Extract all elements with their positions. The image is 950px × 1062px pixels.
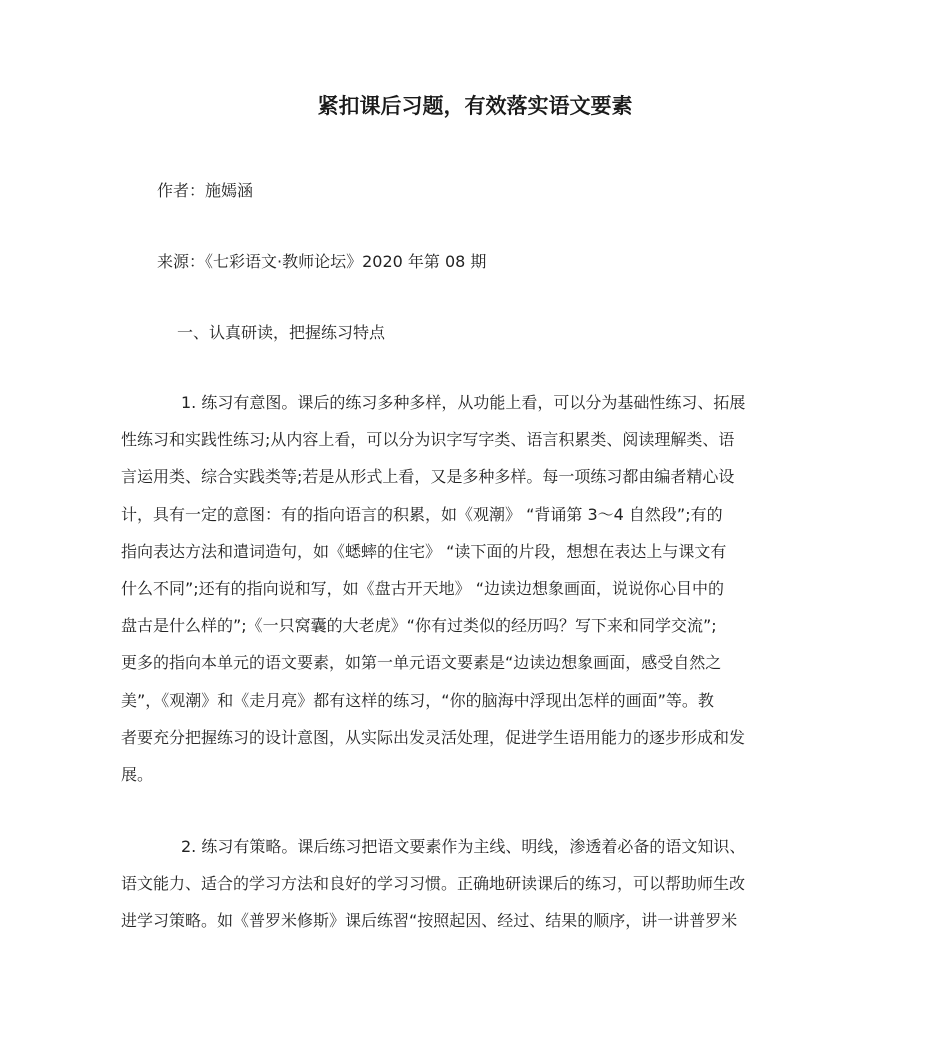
paragraph-line: 者要充分把握练习的设计意图，从实际出发灵活处理，促进学生语用能力的逐步形成和发 (121, 727, 746, 747)
paragraph-line: 盘古是什么样的”;《一只窝囊的大老虎》“你有过类似的经历吗？写下来和同学交流”; (121, 616, 717, 636)
paragraph-line: 更多的指向本单元的语文要素，如第一单元语文要素是“边读边想象画面，感受自然之 (121, 653, 722, 673)
paragraph-line: 展。 (121, 765, 154, 785)
paragraph-line: 语文能力、适合的学习方法和良好的学习习惯。正确地研读课后的练习，可以帮助师生改 (121, 874, 746, 894)
paragraph-line: 什么不同”;还有的指向说和写，如《盘古开天地》 “边读边想象画面，说说你心目中的 (121, 579, 725, 599)
paragraph-2 (121, 828, 856, 940)
paragraph-line: 性练习和实践性练习;从内容上看，可以分为识字写字类、语言积累类、阅读理解类、语 (121, 430, 735, 450)
paragraph-line: 美”，《观潮》和《走月亮》都有这样的练习，“你的脑海中浮现出怎样的画面”等。教 (121, 690, 714, 710)
paragraph-line: 1. 练习有意图。课后的练习多种多样，从功能上看，可以分为基础性练习、拓展 (181, 393, 746, 412)
paragraph-line: 进学习策略。如《普罗米修斯》课后练習“按照起因、经过、结果的顺序，讲一讲普罗米 (121, 911, 738, 931)
paragraph-line: 指向表达方法和遣词造句，如《蟋蟀的住宅》 “读下面的片段，想想在表达上与课文有 (121, 541, 727, 561)
paragraph-line: 计，具有一定的意图：有的指向语言的积累，如《观潮》 “背诵第 3～4 自然段”;有的 (121, 504, 723, 524)
paragraph-line: 2. 练习有策略。课后练习把语文要素作为主线、明线，渗透着必备的语文知识、 (181, 837, 746, 856)
section-heading: 一、认真研读，把握练习特点 (177, 323, 386, 342)
document-title: 紧扣课后习题，有效落实语文要素 (317, 94, 633, 118)
paragraph-line: 言运用类、综合实践类等;若是从形式上看，又是多种多样。每一项练习都由编者精心设 (121, 467, 735, 487)
paragraph-1 (121, 384, 856, 793)
source-line: 来源：《七彩语文·教师论坛》2020 年第 08 期 (157, 252, 487, 271)
author-line: 作者：施嫣涵 (157, 181, 254, 200)
